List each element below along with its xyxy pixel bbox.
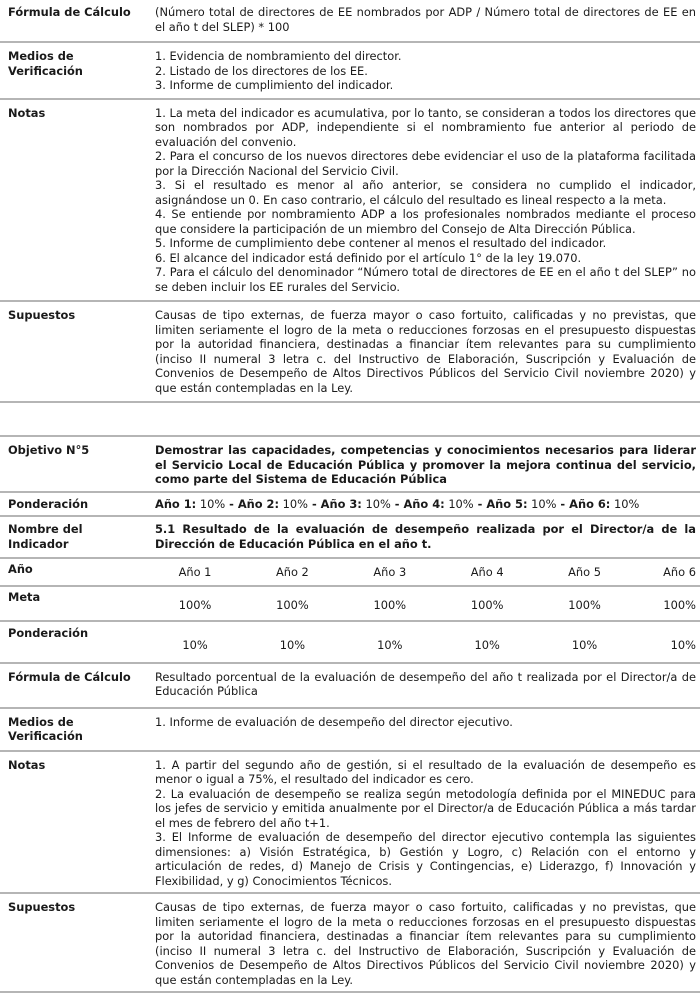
row-label: Ponderación — [8, 626, 89, 640]
ponderacion-value: 10% — [279, 638, 306, 652]
year-pct: 10% — [448, 496, 474, 511]
row-meta — [0, 587, 700, 623]
row-label: Meta — [8, 589, 41, 604]
row-ponderacion-general — [0, 493, 700, 518]
ponderacion-values — [155, 626, 700, 653]
year-label: Año 1: — [155, 496, 197, 511]
meta-value: 100% — [568, 597, 601, 612]
separator: - — [556, 496, 570, 511]
list-item: 2. Para el concurso de los nuevos directores debe evidenciar el uso de la plataforma facilitada por la Dirección Nacional del Servicio Civil. — [155, 149, 696, 178]
indicator-table-2 — [0, 435, 700, 993]
row-supuestos — [0, 894, 700, 993]
meta-values — [155, 590, 700, 613]
ponderacion-value: 10% — [474, 638, 500, 652]
row-anio — [0, 559, 700, 587]
year-header: Año 5 — [568, 565, 601, 579]
list-item: 3. El Informe de evaluación de desempeño del director ejecutivo contempla las siguientes dimensiones: a) Visión Estratégica, b) Gestión y Logro, c) Relación con el entorno y articulación de redes, d) Manejo de Crisis y Contingencias, e) Liderazgo, f) Innovación y Flexibilidad, y g) Conocimientos Técnicos. — [155, 830, 696, 888]
ponderacion-value: 10% — [571, 638, 598, 652]
list-item: 1. A partir del segundo año de gestión, si el resultado de la evaluación de desempeño es menor o igual a 75%, el resultado del indicador es cero. — [155, 757, 696, 786]
ponderacion-summary — [155, 497, 700, 512]
row-objetivo — [0, 435, 700, 493]
row-nombre-indicador — [0, 517, 700, 559]
list-item: 6. El alcance del indicador está definido por el artículo 1° de la ley 19.070. — [155, 250, 582, 265]
section-spacer — [0, 403, 700, 435]
meta-value: 100% — [663, 597, 696, 612]
separator: - — [225, 496, 238, 511]
notas-list — [155, 106, 700, 295]
list-item: 7. Para el cálculo del denominador “Número total de directores de EE en el año t del SLEP” no se deben incluir los EE rurales del Servicio. — [155, 265, 696, 294]
medios-list — [155, 49, 700, 93]
list-item: 1. La meta del indicador es acumulativa, por lo tanto, se consideran a todos los directores que son nombrados por ADP, independiente si el nombramiento fue anterior al periodo de evaluación del convenio. — [155, 105, 696, 149]
medios-list — [155, 715, 700, 744]
notas-list — [155, 758, 700, 889]
year-pct: 10% — [365, 496, 391, 511]
row-notas — [0, 100, 700, 303]
meta-value: 100% — [178, 597, 212, 612]
year-headers — [155, 562, 700, 580]
list-item: 2. La evaluación de desempeño se realiza según metodología definida por el MINEDUC para los jefes de servicio y emitida anualmente por el Director/a de Educación Pública a más tardar el mes de febrero del año t+1. — [155, 786, 696, 830]
year-label: Año 5: — [486, 496, 528, 511]
meta-value: 100% — [470, 597, 504, 612]
row-formula — [0, 2, 700, 43]
row-medios — [0, 43, 700, 100]
ponderacion-value: 10% — [182, 638, 208, 652]
list-item: 1. Informe de evaluación de desempeño del director ejecutivo. — [155, 714, 513, 729]
separator: - — [473, 496, 487, 511]
year-header: Año 6 — [663, 565, 696, 579]
year-pct: 10% — [613, 496, 640, 511]
list-item: 2. Listado de los directores de los EE. — [155, 63, 368, 78]
year-pct: 10% — [531, 496, 557, 511]
separator: - — [390, 496, 404, 511]
objetivo-text: Demostrar las capacidades, competencias y conocimientos necesarios para liderar el Servicio Local de Educación Pública y promover la mejora continua del servicio, como parte del Sistema de Educación Pública — [155, 443, 696, 486]
row-label: Medios de Verificación — [8, 49, 83, 78]
formula-text: (Número total de directores de EE nombrados por ADP / Número total de directores de EE en el año t del SLEP) * 100 — [155, 5, 696, 34]
meta-value: 100% — [373, 597, 407, 612]
year-header: Año 1 — [178, 565, 212, 579]
row-label: Fórmula de Cálculo — [8, 5, 131, 19]
list-item: 5. Informe de cumplimiento debe contener al menos el resultado del indicador. — [155, 236, 607, 250]
row-label: Notas — [8, 757, 46, 772]
separator: - — [307, 496, 321, 511]
supuestos-text: Causas de tipo externas, de fuerza mayor o caso fortuito, calificadas y no previstas, que limiten seriamente el logro de la meta o reducciones forzosas en el presupuesto dispuestas por la autoridad financiera, destinadas a financiar ítem relevantes para su cumplimiento (inciso II numeral 3 letra c. del Instructivo de Elaboración, Suscripción y Evaluación de Convenios de Desempeño de Altos Directivos Públicos del Servicio Civil noviembre 2020) y que están contempladas en la Ley. — [155, 308, 696, 395]
row-label: Fórmula de Cálculo — [8, 669, 131, 684]
supuestos-text: Causas de tipo externas, de fuerza mayor o caso fortuito, calificadas y no previstas, que limiten seriamente el logro de la meta o reducciones forzosas en el presupuesto dispuestas por la autoridad financiera, destinadas a financiar ítem relevantes para su cumplimiento (inciso II numeral 3 letra c. del Instructivo de Elaboración, Suscripción y Evaluación de Convenios de Desempeño de Altos Directivos Públicos del Servicio Civil noviembre 2020) y que están contempladas en la Ley. — [155, 900, 696, 987]
year-header: Año 4 — [470, 565, 504, 579]
ponderacion-value: 10% — [670, 638, 696, 652]
row-label: Supuestos — [8, 308, 76, 322]
row-formula — [0, 664, 700, 709]
year-pct: 10% — [282, 496, 308, 511]
row-notas — [0, 752, 700, 895]
indicator-table-1 — [0, 0, 700, 403]
row-medios — [0, 709, 700, 752]
list-item: 1. Evidencia de nombramiento del director. — [155, 49, 402, 63]
year-label: Año 2: — [237, 496, 280, 511]
row-label: Medios de Verificación — [8, 714, 83, 743]
ponderacion-value: 10% — [377, 638, 403, 652]
year-header: Año 3 — [373, 565, 407, 579]
row-label: Notas — [8, 105, 46, 120]
year-header: Año 2 — [275, 565, 309, 579]
row-label: Año — [8, 562, 33, 576]
meta-value: 100% — [276, 597, 309, 612]
row-supuestos — [0, 302, 700, 403]
year-label: Año 6: — [569, 496, 611, 511]
year-label: Año 4: — [403, 496, 445, 511]
list-item: 3. Si el resultado es menor al año anterior, se considera no cumplido el indicador, asignándose un 0. En caso contrario, el cálculo del resultado es lineal respecto a la meta. — [155, 178, 696, 207]
row-label: Ponderación — [8, 496, 89, 511]
year-pct: 10% — [199, 496, 226, 511]
row-label: Nombre del Indicador — [8, 522, 83, 551]
list-item: 3. Informe de cumplimiento del indicador. — [155, 78, 394, 92]
row-label: Objetivo N°5 — [8, 443, 90, 457]
row-label: Supuestos — [8, 900, 76, 914]
formula-text: Resultado porcentual de la evaluación de desempeño del año t realizada por el Director/a de Educación Pública — [155, 669, 696, 698]
list-item: 4. Se entiende por nombramiento ADP a los profesionales nombrados mediante el proceso que considere la participación de un miembro del Consejo de Alta Dirección Pública. — [155, 207, 696, 236]
indicator-name: 5.1 Resultado de la evaluación de desempeño realizada por el Director/a de la Dirección de Educación Pública en el año t. — [155, 522, 696, 551]
row-ponderacion — [0, 622, 700, 664]
year-label: Año 3: — [320, 496, 362, 511]
